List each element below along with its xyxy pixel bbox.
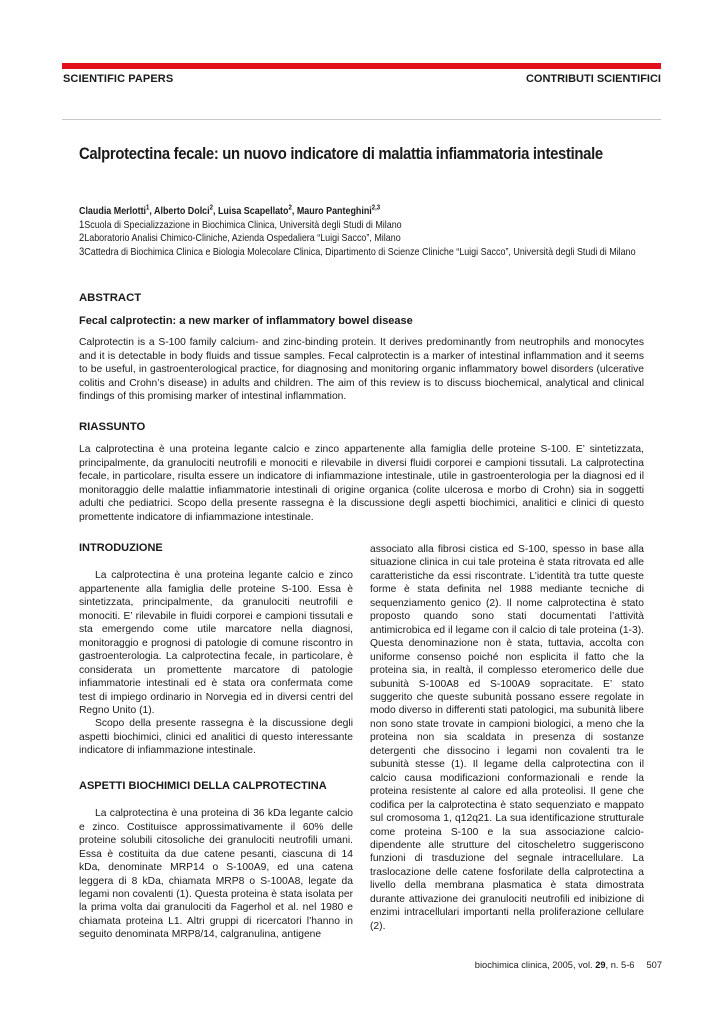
- journal-citation: biochimica clinica, 2005, vol. 29, n. 5-6: [474, 960, 635, 970]
- continued-paragraph: associato alla fibrosi cistica ed S-100, spesso in base alla situazione clinica in cui tale proteina è stata ritrovata ed alle caratteristiche da essi riscontrate. L’identità tra tutte queste forme è stata definita nel 1988 mediante tecniche di sequenziamento genico (2). Il nome calprotectina è stato proposto quando sono stati documentati l’attività antimicrobica ed il legame con il calcio di tale proteina (1-3). Questa denominazione non è stata, tuttavia, accolta con uniforme consenso poiché non esplicita il fatto che la proteina sia, in realtà, il complesso eteromerico delle due subunità S-100A8 ed S-100A9 sopracitate. E’ stato suggerito che queste subunità possano essere regolate in modo diverso in differenti stati patologici, ma subunità libere non sono state trovate in campioni biologici, a meno che la proteina non sia scaldata in presenza di sostanze detergenti che dissocino i legami non covalenti tra le subunità stesse (1). Il legame della calprotectina con il calcio causa modificazioni conformazionali e rende la proteina resistente al calore ed alla proteolisi. Il gene che codifica per la calprotectina è stato sequenziato e mappato sul cromosoma 1, q12q21. La sua identificazione strutturale come proteina S-100 e la sua associazione calcio-dipendente alle strutture del citoscheletro suggeriscono funzioni di trasduzione del segnale intracellulare. La traslocazione delle catene fosforilate della calprotectina a livello della membrana plasmatica è stata dimostrata durante attivazione dei granulociti neutrofili ed inibizione di enzimi intracellulari importanti nella proliferazione cellulare (2).: [370, 544, 644, 932]
- author-name: Alberto Dolci: [154, 206, 210, 217]
- abstract-heading: ABSTRACT: [79, 292, 142, 304]
- affiliation: 2Laboratorio Analisi Chimico-Cliniche, Azienda Ospedaliera “Luigi Sacco”, Milano: [79, 232, 401, 245]
- author-name: Mauro Panteghini: [296, 206, 372, 217]
- riassunto-heading: RIASSUNTO: [79, 421, 146, 433]
- abstract-subtitle: Fecal calprotectin: a new marker of inflammatory bowel disease: [79, 315, 413, 327]
- article-title: Calprotectina fecale: un nuovo indicatore di malattia infiammatoria intestinale: [79, 145, 603, 163]
- introduzione-paragraph: La calprotectina è una proteina legante calcio e zinco appartenente alla famiglia delle proteine S-100. Essa è sintetizzata, principalmente, da granulociti neutrofili e monociti. E’ rilevabile in fluidi corporei e campioni tissutali e sta emergendo come utile marcatore nella diagnosi, monitoraggio e prognosi di patologie di comune riscontro in gastroenterologia. La calprotectina fecale, in particolare, è considerata un promettente marcatore di patologie infiammatorie intestinali ed è stata ora confermata come test di impiego ordinario in Norvegia ed in diversi centri del Regno Unito (1).: [79, 570, 353, 716]
- section-label-italian: CONTRIBUTI SCIENTIFICI: [525, 73, 661, 85]
- aspetti-paragraph: La calprotectina è una proteina di 36 kDa legante calcio e zinco. Costituisce approssimativamente il 60% delle proteine solubili citosoliche dei granulociti neutrofili umani. Essa è costituita da due catene pesanti, ciascuna di 14 kDa, denominate MRP14 o S-100A9, ed una catena leggera di 8 kDa, chiamata MRP8 o S-100A8, legate da legami non covalenti (1). Questa proteina è stata isolata per la prima volta dai granulociti da Fagerhol et al. nel 1980 e chiamata proteina L1. Altri gruppi di ricercatori l’hanno in seguito denominata MRP8/14, calgranulina, antigene: [79, 808, 353, 941]
- affiliation: 3Cattedra di Biochimica Clinica e Biologia Molecolare Clinica, Dipartimento di Scienze Cliniche “Luigi Sacco”, Università degli Studi di Milano: [79, 245, 636, 258]
- author-list: Claudia Merlotti$^1$, Alberto Dolci$^2$, Luisa Scapellato$^2$, Mauro Panteghini$^{2,3}$: [79, 204, 381, 217]
- author-name: Luisa Scapellato: [217, 206, 289, 217]
- affiliation: 1Scuola di Specializzazione in Biochimica Clinica, Università degli Studi di Milano: [79, 218, 402, 231]
- section-label-english: SCIENTIFIC PAPERS: [63, 73, 174, 85]
- page-footer: [475, 960, 662, 970]
- page-number: 507: [646, 960, 662, 970]
- riassunto-text: La calprotectina è una proteina legante calcio e zinco appartenente alla famiglia delle proteine S-100. E’ sintetizzata, principalmente, da granulociti neutrofili e monociti e rilevabile in diversi fluidi corporei e campioni tissutali. La calprotectina fecale, in particolare, risulta essere un indicatore di infiammazione intestinale, utile in gastroenterologia per la diagnosi ed il monitoraggio delle malattie infiammatorie intestinali di origine organica (colite ulcerosa e morbo di Crohn) sia in soggetti adulti che pediatrici. Scopo della presente rassegna è la discussione degli aspetti biochimici, analitici e clinici di questo promettente indicatore di infiammazione intestinale.: [79, 444, 644, 523]
- author-block: [79, 204, 636, 259]
- author-name: Claudia Merlotti: [79, 206, 147, 217]
- left-column: [79, 542, 353, 942]
- header-divider: [62, 119, 661, 120]
- header-accent-bar: [62, 63, 661, 69]
- aspetti-heading: ASPETTI BIOCHIMICI DELLA CALPROTECTINA: [79, 779, 327, 792]
- right-column: [370, 543, 644, 933]
- introduzione-paragraph: Scopo della presente rassegna è la discussione degli aspetti biochimici, clinici ed analitici di questo interessante indicatore di infiammazione intestinale.: [79, 718, 353, 757]
- introduzione-heading: INTRODUZIONE: [79, 542, 163, 554]
- abstract-text: Calprotectin is a S-100 family calcium- and zinc-binding protein. It derives predominantly from neutrophils and monocytes and it is detectable in body fluids and tissue samples. Fecal calprotectin is a marker of intestinal inflammation and it seems to be useful, in gastroenterological practice, for diagnosing and monitoring organic inflammatory bowel disorders (ulcerative colitis and Crohn’s disease) in adults and children. The aim of this review is to discuss biochemical, analytical and clinical findings of this promising marker of intestinal inflammation.: [79, 337, 644, 403]
